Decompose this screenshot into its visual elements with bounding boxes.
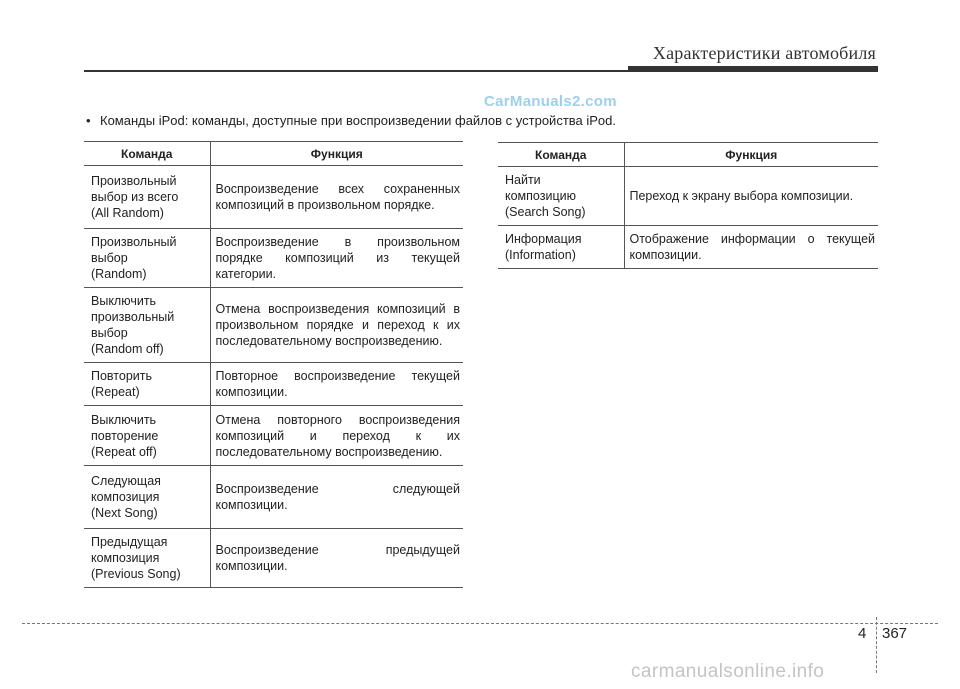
- command-line: Произвольный: [91, 235, 177, 249]
- table-header-row: [84, 142, 463, 166]
- footer-dashed-divider: [876, 617, 877, 673]
- command-line: композиция: [91, 551, 160, 565]
- column-header-function: Функция: [624, 143, 878, 167]
- command-cell: [84, 363, 210, 406]
- table-row: [84, 529, 463, 588]
- command-cell: [84, 466, 210, 529]
- watermark-top: CarManuals2.com: [484, 93, 617, 110]
- table-row: [498, 226, 878, 269]
- table-body: [498, 167, 878, 269]
- command-line: Предыдущая: [91, 535, 168, 549]
- command-line: (Repeat): [91, 385, 140, 399]
- table-row: [84, 466, 463, 529]
- function-cell: Воспроизведение в произвольном порядке композиций из текущей категории.: [210, 229, 463, 288]
- command-cell: [498, 167, 624, 226]
- command-line: (All Random): [91, 206, 164, 220]
- table-header-row: [498, 143, 878, 167]
- commands-table-left: [84, 141, 463, 588]
- command-line: Найти: [505, 173, 541, 187]
- command-line: произвольный: [91, 310, 175, 324]
- command-cell: [84, 406, 210, 466]
- command-cell: [84, 529, 210, 588]
- intro-text: Команды iPod: команды, доступные при воспроизведении файлов с устройства iPod.: [100, 113, 617, 128]
- chapter-number: 4: [858, 625, 867, 642]
- command-line: выбор: [91, 251, 128, 265]
- function-cell: Повторное воспроизведение текущей композиции.: [210, 363, 463, 406]
- command-line: композиция: [91, 490, 160, 504]
- table-row: [84, 229, 463, 288]
- table-row: [498, 167, 878, 226]
- commands-table-right: [498, 142, 878, 269]
- footer-site-mark: carmanualsonline.info: [631, 661, 825, 682]
- function-cell: Воспроизведение всех сохраненных композиций в произвольном порядке.: [210, 166, 463, 229]
- command-line: Выключить: [91, 412, 157, 427]
- command-cell: [84, 229, 210, 288]
- command-line: Следующая: [91, 474, 161, 488]
- table-row: [84, 406, 463, 466]
- footer-dashed-rule: [22, 623, 938, 624]
- command-line: (Information): [505, 248, 576, 262]
- function-cell: Воспроизведение предыдущей композиции.: [210, 529, 463, 588]
- intro-paragraph: [86, 113, 616, 128]
- bullet-icon: •: [86, 113, 91, 128]
- command-line: (Next Song): [91, 506, 158, 520]
- command-line: (Random): [91, 267, 147, 281]
- command-line: (Random off): [91, 342, 164, 356]
- table-row: [84, 363, 463, 406]
- function-cell: Отмена воспроизведения композиций в произвольном порядке и переход к их последовательному воспроизведению.: [210, 288, 463, 363]
- command-line: Произвольный: [91, 174, 177, 188]
- column-header-command: Команда: [84, 142, 210, 166]
- command-line: Выключить: [91, 294, 157, 308]
- command-line: Информация: [505, 232, 582, 246]
- page-number: 367: [882, 625, 908, 642]
- command-line: выбор из всего: [91, 190, 179, 204]
- command-line: выбор: [91, 326, 128, 340]
- command-line: (Repeat off): [91, 444, 157, 459]
- function-cell: Переход к экрану выбора композиции.: [624, 167, 878, 226]
- function-cell: Отмена повторного воспроизведения композиций и переход к их последовательному воспроизведению.: [210, 406, 463, 466]
- command-line: Повторить: [91, 369, 153, 383]
- function-cell: Отображение информации о текущей композиции.: [624, 226, 878, 269]
- command-line: (Previous Song): [91, 567, 181, 581]
- command-cell: [84, 166, 210, 229]
- command-cell: [498, 226, 624, 269]
- command-line: композицию: [505, 189, 576, 203]
- table-row: [84, 288, 463, 363]
- header-rule-accent: [628, 66, 878, 72]
- command-line: повторение: [91, 428, 159, 443]
- column-header-command: Команда: [498, 143, 624, 167]
- command-cell: [84, 288, 210, 363]
- column-header-function: Функция: [210, 142, 463, 166]
- header-title: Характеристики автомобиля: [652, 43, 876, 63]
- function-cell: Воспроизведение следующей композиции.: [210, 466, 463, 529]
- command-line: (Search Song): [505, 205, 586, 219]
- table-row: [84, 166, 463, 229]
- table-body: [84, 166, 463, 588]
